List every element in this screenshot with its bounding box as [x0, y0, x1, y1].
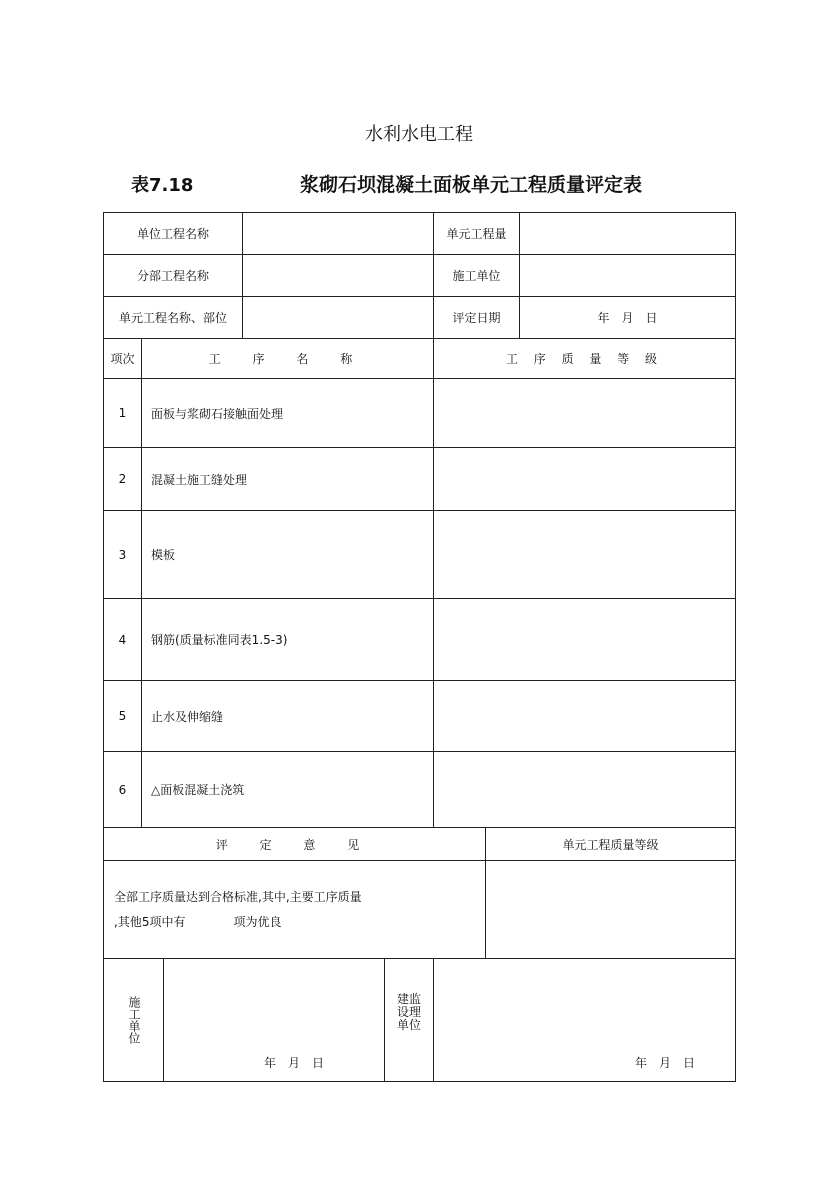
header-no: 项次 [103, 338, 142, 379]
row-process-name: △面板混凝土浇筑 [141, 751, 434, 828]
row-grade-field[interactable] [433, 680, 736, 752]
construction-unit-label: 施工单位 [127, 996, 141, 1044]
supervision-signature-field[interactable] [433, 958, 736, 1082]
label-eval-date: 评定日期 [433, 296, 520, 339]
page-title: 浆砌石坝混凝土面板单元工程质量评定表 [300, 174, 643, 196]
opinion-text [103, 860, 486, 959]
row-no: 2 [103, 447, 142, 511]
opinion-line-2: ,其他5项中有 项为优良 [114, 914, 282, 929]
row-grade-field[interactable] [433, 510, 736, 599]
label-element-name-location: 单元工程名称、部位 [103, 296, 243, 339]
row-no: 4 [103, 598, 142, 681]
row-process-name: 止水及伸缩缝 [141, 680, 434, 752]
row-process-name: 面板与浆砌石接触面处理 [141, 378, 434, 448]
construction-date: 年 月 日 [263, 1056, 324, 1070]
header-process-grade: 工 序 质 量 等 级 [433, 338, 736, 379]
unit-grade-field[interactable] [485, 860, 736, 959]
row-process-name: 钢筋(质量标准同表1.5-3) [141, 598, 434, 681]
row-no: 6 [103, 751, 142, 828]
table-number: 表7.18 [131, 175, 194, 196]
supervision-unit-label: 建监设理单位 [396, 991, 421, 1032]
field-construction-unit[interactable] [519, 254, 736, 297]
row-no: 3 [103, 510, 142, 599]
field-unit-project-name[interactable] [242, 212, 434, 255]
row-grade-field[interactable] [433, 751, 736, 828]
field-eval-date[interactable]: 年 月 日 [519, 296, 736, 339]
row-no: 5 [103, 680, 142, 752]
label-unit-project-name: 单位工程名称 [103, 212, 243, 255]
opinion-line-1: 全部工序质量达到合格标准,其中,主要工序质量 [114, 889, 362, 904]
row-no: 1 [103, 378, 142, 448]
row-grade-field[interactable] [433, 378, 736, 448]
construction-signature-field[interactable] [163, 958, 385, 1082]
supervision-unit-label-cell [384, 958, 434, 1082]
field-element-name-location[interactable] [242, 296, 434, 339]
field-division-project-name[interactable] [242, 254, 434, 297]
field-unit-quantity[interactable] [519, 212, 736, 255]
row-grade-field[interactable] [433, 447, 736, 511]
label-construction-unit: 施工单位 [433, 254, 520, 297]
row-process-name: 模板 [141, 510, 434, 599]
construction-unit-label-cell [103, 958, 164, 1082]
label-unit-quantity: 单元工程量 [433, 212, 520, 255]
label-division-project-name: 分部工程名称 [103, 254, 243, 297]
unit-grade-header: 单元工程质量等级 [485, 827, 736, 861]
supervision-date: 年 月 日 [634, 1056, 695, 1070]
opinion-header: 评 定 意 见 [103, 827, 486, 861]
subtitle: 水利水电工程 [365, 124, 473, 145]
header-process-name: 工 序 名 称 [141, 338, 434, 379]
row-process-name: 混凝土施工缝处理 [141, 447, 434, 511]
row-grade-field[interactable] [433, 598, 736, 681]
